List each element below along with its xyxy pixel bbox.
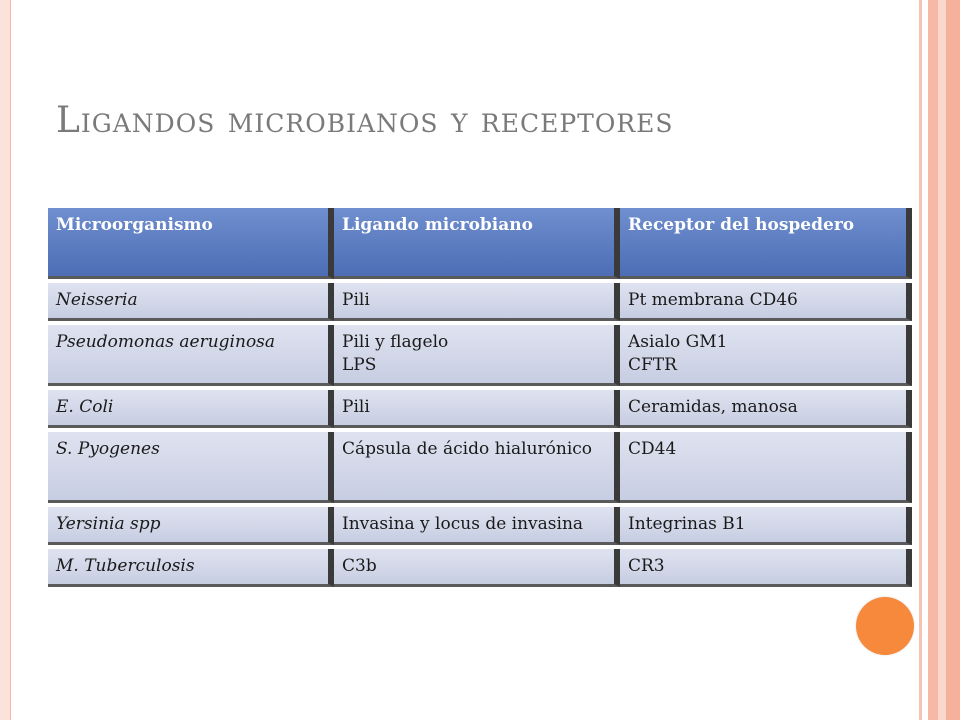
table-row (48, 507, 912, 545)
cell-organism: M. Tuberculosis (48, 549, 334, 587)
table-row (48, 432, 912, 503)
slide-right-border (916, 0, 960, 720)
cell-receptor (620, 549, 912, 587)
cell-ligand (334, 390, 620, 428)
cell-ligand-line: C3b (342, 556, 377, 576)
cell-ligand-line: Invasina y locus de invasina (342, 514, 584, 534)
cell-ligand (334, 325, 620, 386)
cell-receptor (620, 283, 912, 321)
cell-receptor (620, 390, 912, 428)
cell-receptor (620, 432, 912, 503)
cell-organism: Yersinia spp (48, 507, 334, 545)
cell-ligand-line: Cápsula de ácido hialurónico (342, 439, 593, 459)
cell-ligand (334, 507, 620, 545)
table-row (48, 549, 912, 587)
cell-ligand-line: Pili (342, 290, 370, 310)
table-row (48, 390, 912, 428)
slide-left-border (0, 0, 11, 720)
cell-ligand (334, 549, 620, 587)
header-receptor: Receptor del hospedero (620, 208, 912, 279)
cell-organism: Pseudomonas aeruginosa (48, 325, 334, 386)
cell-receptor (620, 507, 912, 545)
cell-ligand-line: LPS (342, 355, 377, 375)
cell-receptor (620, 325, 912, 386)
cell-receptor-line: CD44 (628, 439, 677, 459)
cell-receptor-line: Integrinas B1 (628, 514, 746, 534)
cell-ligand-line: Pili (342, 397, 370, 417)
cell-organism: E. Coli (48, 390, 334, 428)
cell-receptor-line: Ceramidas, manosa (628, 397, 798, 417)
table-row (48, 283, 912, 321)
cell-ligand (334, 432, 620, 503)
accent-circle (856, 597, 914, 655)
cell-receptor-line: CR3 (628, 556, 665, 576)
header-ligando: Ligando microbiano (334, 208, 620, 279)
ligands-table (48, 204, 912, 591)
cell-ligand-line: Pili y flagelo (342, 332, 449, 352)
cell-organism: Neisseria (48, 283, 334, 321)
table-header-row (48, 208, 912, 279)
cell-receptor-line: CFTR (628, 355, 677, 375)
cell-organism: S. Pyogenes (48, 432, 334, 503)
cell-receptor-line: Pt membrana CD46 (628, 290, 798, 310)
table-row (48, 325, 912, 386)
cell-ligand (334, 283, 620, 321)
cell-receptor-line: Asialo GM1 (628, 332, 728, 352)
header-microorganismo: Microorganismo (48, 208, 334, 279)
page-title: Ligandos microbianos y receptores (56, 100, 674, 141)
